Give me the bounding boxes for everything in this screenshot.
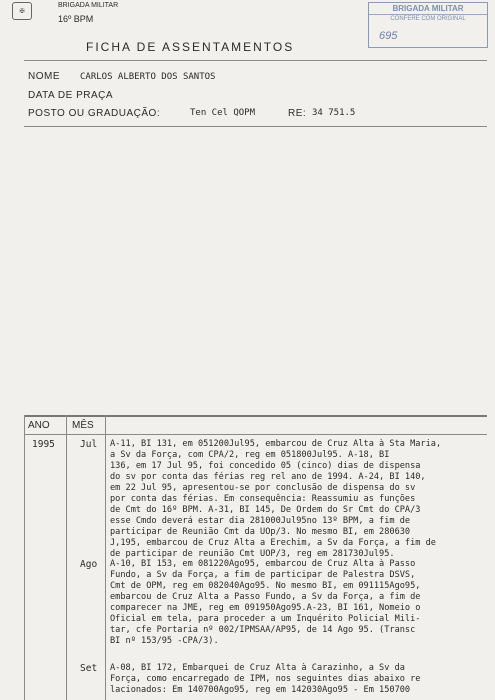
entry-line: Oficial em tela, para proceder a um Inquérito Policial Mili- — [110, 614, 421, 624]
stamp-subtitle: CONFERE COM ORIGINAL — [390, 16, 466, 22]
table-col-divider — [105, 415, 106, 700]
divider — [24, 126, 487, 127]
entry-line: embarcou de Cruz Alta a Passo Fundo, a Sv da Força, a fim de — [110, 592, 421, 602]
month-jul: Jul — [80, 439, 98, 450]
entry-line: Fundo, a Sv da Força, a fim de participar de Palestra DSVS, — [110, 570, 416, 580]
entry-line: A-11, BI 131, em 051200Jul95, embarcou de Cruz Alta à Sta Maria, — [110, 439, 442, 449]
entry-line: do sv por conta das férias reg rel ano de 1994. A-24, BI 140, — [110, 472, 426, 482]
data-praca-label: DATA DE PRAÇA — [28, 90, 114, 101]
divider — [24, 60, 487, 61]
verification-stamp — [368, 2, 488, 48]
unit-name: 16º BPM — [58, 14, 94, 24]
crest-icon: ✠ — [12, 2, 32, 20]
entry-line: por conta das férias. Em consequência: Reassumiu as funções — [110, 494, 416, 504]
entry-line: A-08, BI 172, Embarquei de Cruz Alta à Carazinho, a Sv da — [110, 663, 405, 673]
entry-line: Força, como encarregado de IPM, nos seguintes dias abaixo re — [110, 674, 421, 684]
stamp-code: 695 — [379, 30, 398, 42]
table-top-rule — [24, 415, 487, 417]
posto-value: Ten Cel QOPM — [190, 108, 256, 118]
entry-line: em 22 Jul 95, apresentou-se por conclusão de dispensa do sv — [110, 483, 416, 493]
entry-line: Cmt de OPM, reg em 082040Ago95. No mesmo BI, em 091115Ago95, — [110, 581, 421, 591]
stamp-title: BRIGADA MILITAR — [369, 3, 487, 15]
entry-line: participar de Reunião Cmt da UOp/3. No mesmo BI, em 280630 — [110, 527, 411, 537]
posto-label: POSTO OU GRADUAÇÃO: — [28, 108, 161, 119]
col-ano-header: ANO — [28, 420, 50, 431]
entry-line: comparecer na JME, reg em 091950Ago95.A-23, BI 161, Nomeio o — [110, 603, 421, 613]
table-col-divider — [66, 415, 67, 700]
nome-value: CARLOS ALBERTO DOS SANTOS — [80, 72, 216, 82]
entry-line: A-10, BI 153, em 081220Ago95, embarcou de Cruz Alta à Passo — [110, 559, 416, 569]
col-mes-header: MÊS — [72, 420, 94, 431]
table-border-left — [24, 415, 25, 700]
entry-line: esse Cmdo deverá estar dia 281000Jul95no 13º BPM, a fim de — [110, 516, 411, 526]
entry-line: de Cmt do 16º BPM. A-31, BI 145, De Ordem do Sr Cmt do CPA/3 — [110, 505, 421, 515]
table-header-rule — [24, 434, 487, 435]
entry-line: a Sv da Força, com CPA/2, reg em 051800Jul95. A-18, BI — [110, 450, 390, 460]
entry-line: 136, em 17 Jul 95, foi concedido 05 (cinco) dias de dispensa — [110, 461, 421, 471]
entry-line: de participar de reunião Cmt UOP/3, reg em 281730Jul95. — [110, 549, 395, 559]
entry-line: lacionados: Em 140700Ago95, reg em 142030Ago95 - Em 150700 — [110, 685, 411, 695]
form-title: FICHA DE ASSENTAMENTOS — [86, 40, 295, 54]
year-cell: 1995 — [32, 439, 55, 450]
nome-label: NOME — [28, 71, 60, 82]
entry-line: J,195, embarcou de Cruz Alta a Erechim, a Sv da Força, a fim de — [110, 538, 436, 548]
re-label: RE: — [288, 108, 307, 119]
entry-line: tar, cfe Portaria nº 002/IPMSAA/AP95, de 14 Ago 95. (Transc — [110, 625, 416, 635]
month-ago: Ago — [80, 559, 98, 570]
entry-line: BI nº 153/95 -CPA/3). — [110, 636, 219, 646]
re-value: 34 751.5 — [312, 108, 356, 118]
month-set: Set — [80, 663, 98, 674]
organization-name: BRIGADA MILITAR — [58, 2, 119, 9]
